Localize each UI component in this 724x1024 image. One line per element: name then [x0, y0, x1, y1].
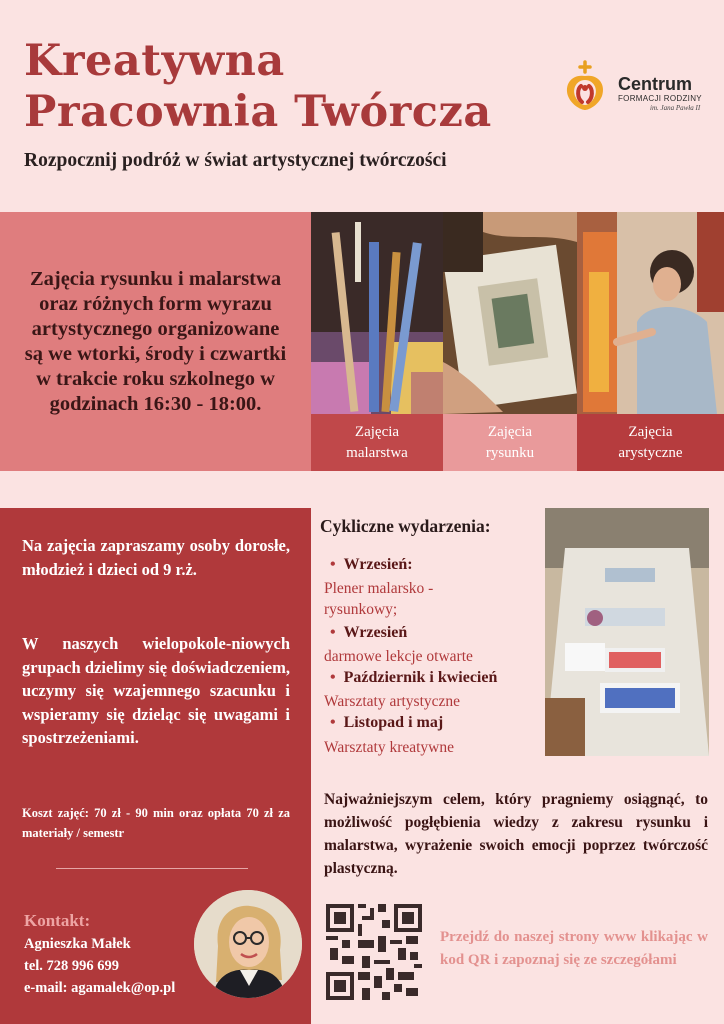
qr-code-icon: [326, 904, 422, 1000]
caption-painting-line-1: Zajęcia: [354, 423, 400, 440]
event-3-desc: Warsztaty artystyczne: [324, 693, 461, 710]
caption-drawing-line-2: rysunku: [485, 444, 535, 461]
event-1-title-text: Wrzesień:: [343, 556, 413, 573]
event-4-title-text: Listopad i maj: [343, 714, 444, 731]
logo-name: Centrum: [618, 74, 693, 94]
community-text: W naszych wielopokole-niowych grupach dzielimy się doświadczeniem, uczymy się wzajemnego szacunku i wspieramy się dzieląc się uwagami i spostrzeżeniami.: [22, 634, 290, 747]
bullet-icon: •: [330, 669, 336, 686]
caption-artistic-line-1: Zajęcia: [628, 423, 673, 440]
qr-code[interactable]: [326, 904, 422, 1000]
panel-divider: [56, 868, 248, 869]
event-3-title-text: Październik i kwiecień: [343, 669, 498, 686]
avatar: [194, 890, 302, 998]
schedule-info-text: Zajęcia rysunku i malarstwa oraz różnych form wyrazu artystycznego organizowane są we wtorki, środy i czwartki w trakcie roku szkolnego w godzinach 16:30 - 18:00.: [24, 267, 287, 415]
photo-painting-brushes: [311, 212, 443, 414]
event-4-title: [330, 714, 443, 732]
event-3-title: [330, 669, 497, 687]
photo-drawing-sketch: [443, 212, 577, 414]
caption-painting-text: [346, 422, 408, 464]
title-line-2: Pracownia Twórcza: [24, 87, 492, 137]
schedule-info-box: [0, 212, 311, 471]
events-heading: Cykliczne wydarzenia:: [320, 516, 491, 536]
photo-woman-painting: [577, 212, 724, 414]
caption-drawing-text: [486, 422, 534, 464]
caption-painting: [311, 414, 443, 471]
event-4-desc: Warsztaty kreatywne: [324, 739, 455, 756]
logo-subname: FORMACJI RODZINY: [618, 94, 702, 103]
caption-artistic-text: [618, 422, 682, 464]
event-2-title: [330, 624, 407, 642]
goal-text: Najważniejszym celem, który pragniemy osiągnąć, to możliwość pogłębienia wiedzy z zakresu rysunku i malarstwa, wyrażenie swoich emocji poprzez twórczość plastyczną.: [324, 791, 708, 877]
caption-painting-line-2: malarstwa: [346, 444, 408, 461]
qr-instructions: Przejdź do naszej strony www klikając w kod QR i zapoznaj się ze szczegółami: [440, 929, 708, 968]
event-2-title-text: Wrzesień: [343, 624, 408, 641]
caption-drawing: [443, 414, 577, 471]
caption-artistic-line-2: arystyczne: [618, 444, 683, 461]
event-2-desc: darmowe lekcje otwarte: [324, 648, 473, 665]
bullet-icon: •: [330, 624, 336, 641]
contact-phone[interactable]: tel. 728 996 699: [24, 958, 120, 974]
contact-email[interactable]: e-mail: agamalek@op.pl: [24, 980, 176, 996]
logo-emblem-icon: [560, 58, 610, 112]
caption-artistic: [577, 414, 724, 471]
contact-heading: Kontakt:: [24, 911, 91, 930]
page-title: [24, 36, 544, 138]
cost-text: Koszt zajęć: 70 zł - 90 min oraz opłata 70 zł za materiały / semestr: [22, 806, 290, 840]
organization-logo[interactable]: [560, 58, 720, 116]
event-1-title: [330, 556, 413, 574]
bullet-icon: •: [330, 714, 336, 731]
event-1-desc: Plener malarsko - rysunkowy;: [324, 580, 434, 618]
title-line-1: Kreatywna: [24, 36, 285, 86]
logo-patron: im. Jana Pawła II: [650, 104, 701, 112]
photo-workshop-table: [545, 508, 709, 756]
bullet-icon: •: [330, 556, 336, 573]
contact-name: Agnieszka Małek: [24, 936, 131, 952]
audience-text: Na zajęcia zapraszamy osoby dorosłe, młodzież i dzieci od 9 r.ż.: [22, 536, 290, 579]
caption-drawing-line-1: Zajęcia: [487, 423, 533, 440]
page-subtitle: Rozpocznij podróż w świat artystycznej twórczości: [24, 150, 447, 171]
